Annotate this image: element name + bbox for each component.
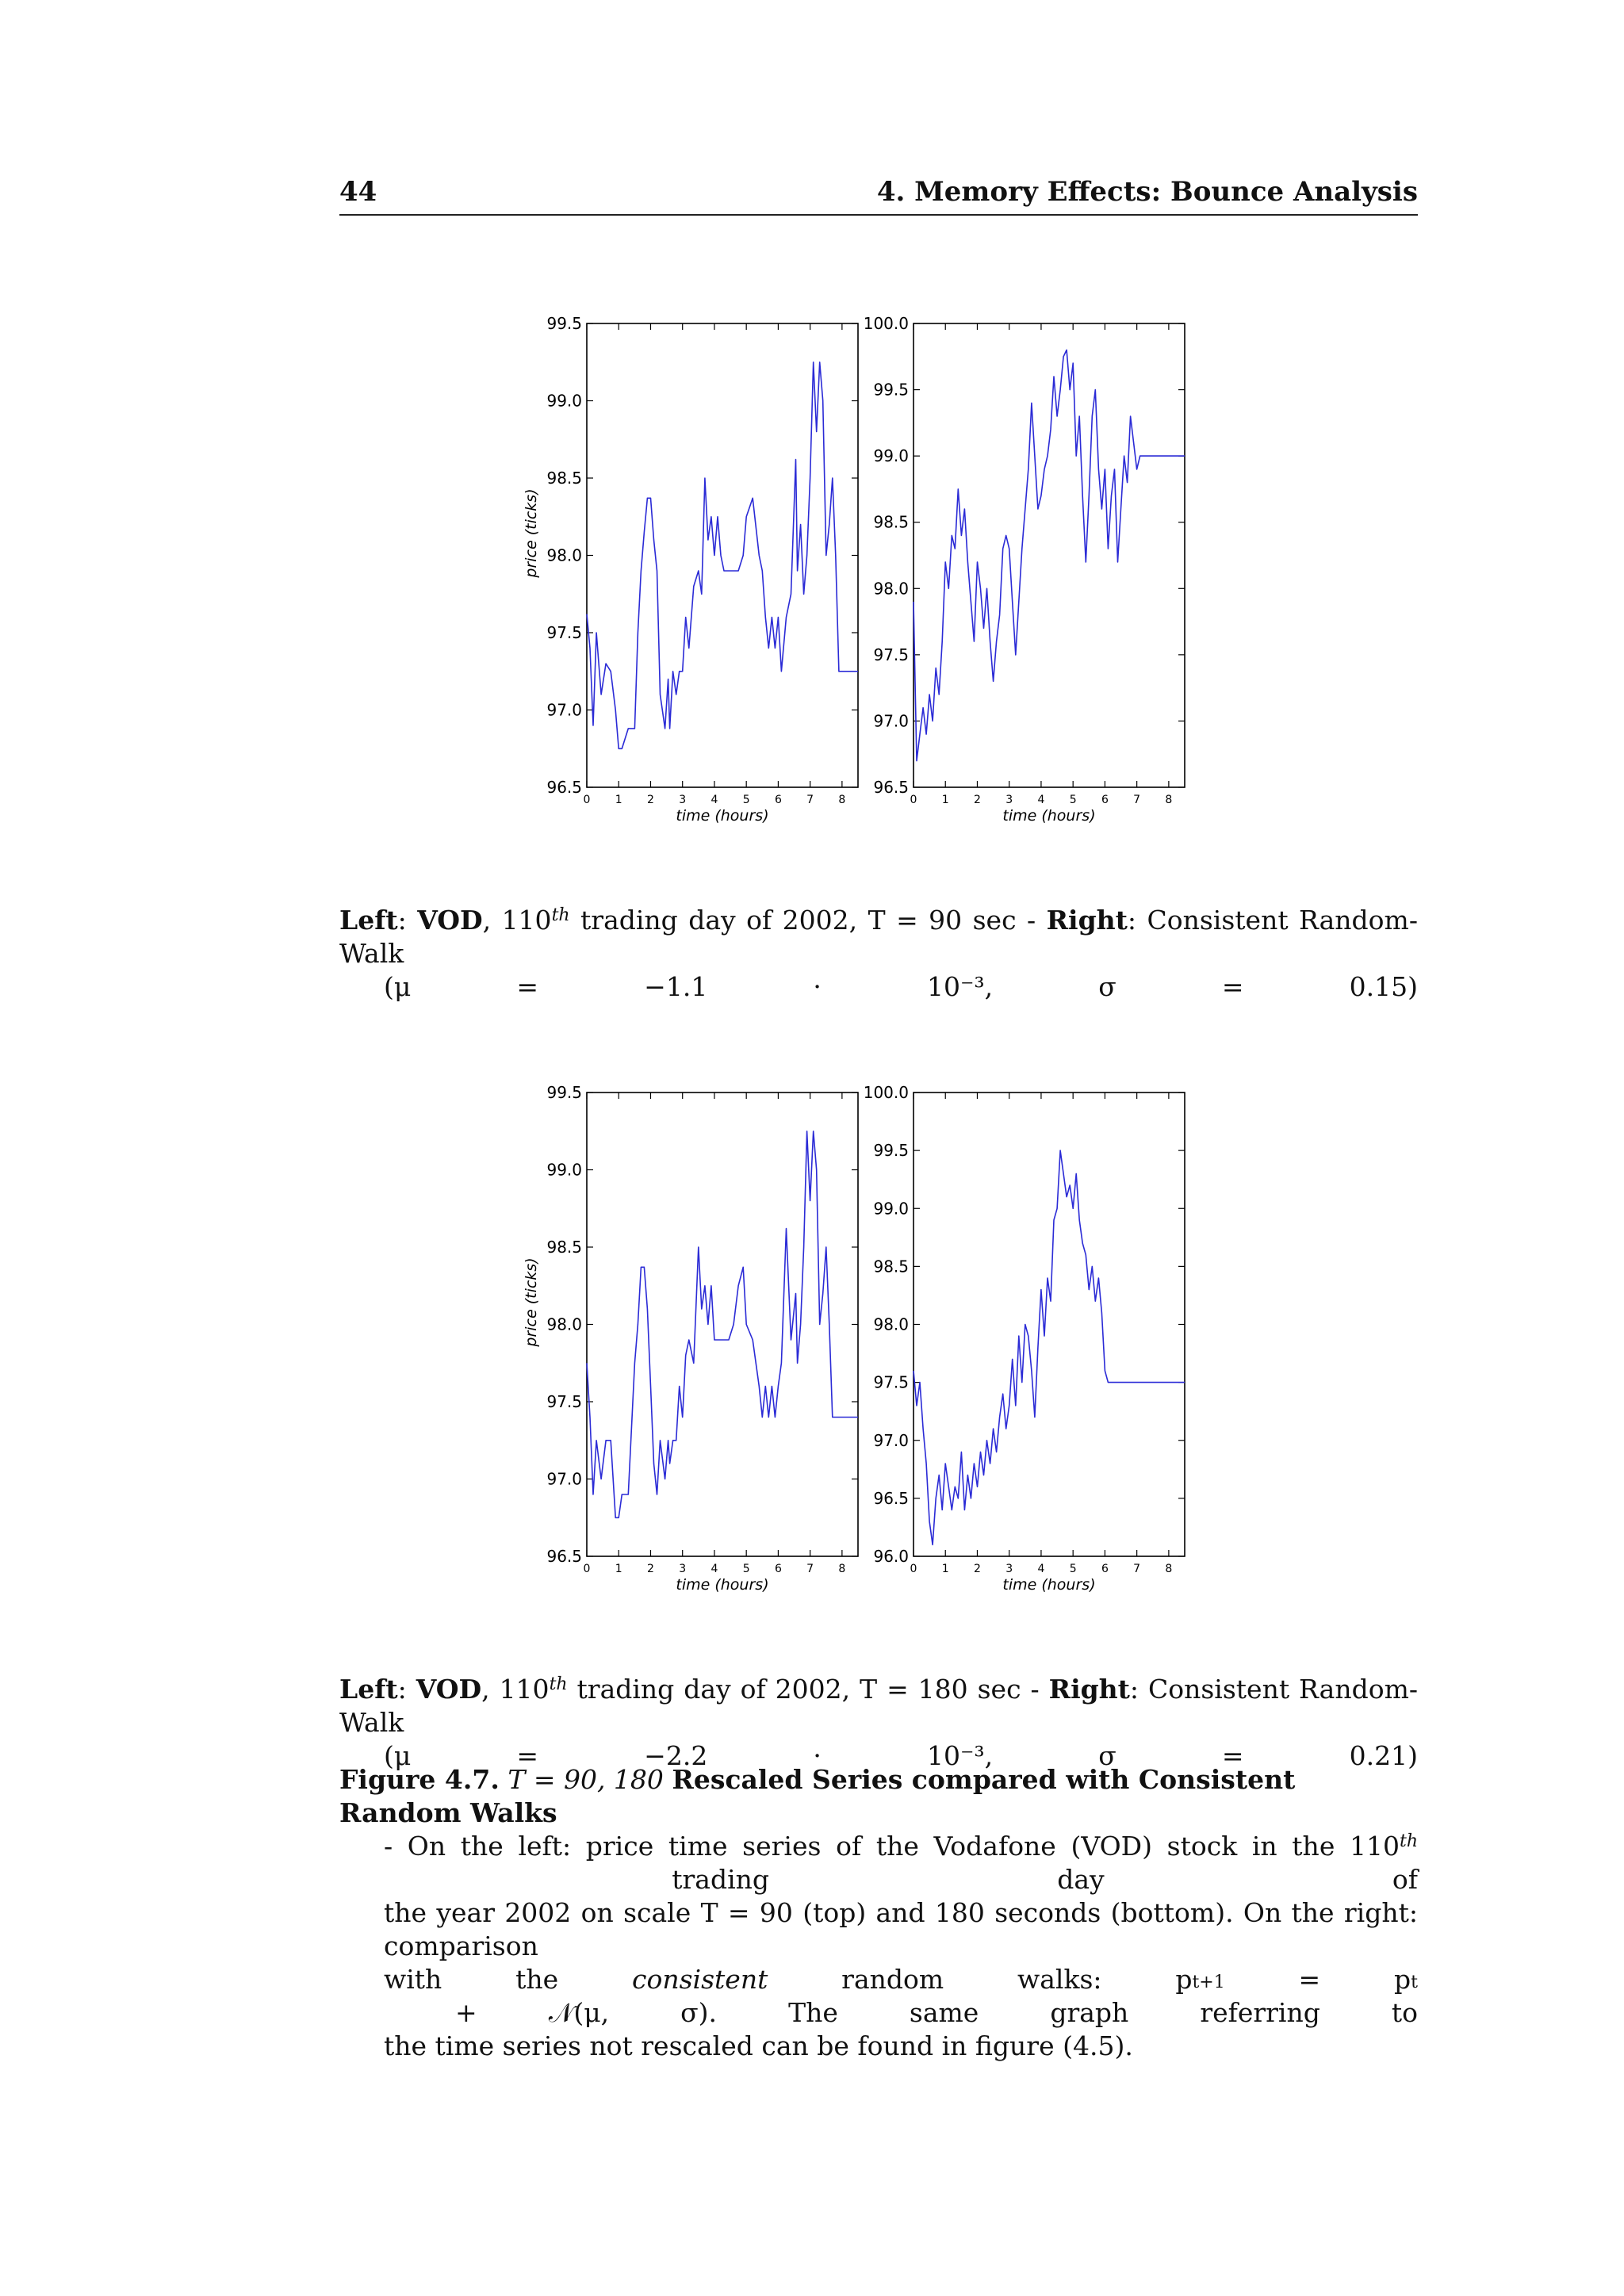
plot-frame <box>587 323 858 787</box>
y-tick-label: 96.0 <box>873 1547 909 1566</box>
x-tick-label: 8 <box>1165 794 1173 806</box>
ordinal-sup: th <box>549 1674 568 1694</box>
chart-panel-top-right <box>864 314 1185 825</box>
top-figure <box>508 309 1205 832</box>
figure-label: Figure 4.7. <box>339 1764 500 1795</box>
y-tick-label: 96.5 <box>873 1488 909 1508</box>
caption-sub2: t <box>1411 1973 1418 1992</box>
left-label: Left <box>339 905 398 936</box>
x-tick-label: 2 <box>974 794 981 806</box>
left-label: Left <box>339 1674 398 1705</box>
caption-params: (μ = −1.1 · 10⁻³, σ = 0.15) <box>384 971 1418 1002</box>
x-tick-label: 0 <box>583 794 591 806</box>
bottom-caption: Left: VOD, 110th trading day of 2002, T = 180 sec - Right: Consistent Random-Walk (μ = −2.2 · 10⁻³, σ = 0.21) <box>339 1674 1419 1771</box>
chart-panel-bottom-right <box>864 1083 1185 1594</box>
x-tick-label: 5 <box>1069 794 1077 806</box>
plot-frame <box>914 323 1185 787</box>
caption-mid: trading day of 2002, T = 90 sec - <box>569 905 1047 936</box>
x-tick-label: 6 <box>1101 794 1109 806</box>
y-tick-label: 96.5 <box>873 778 909 797</box>
x-tick-label: 2 <box>647 1563 654 1575</box>
y-tick-label: 96.5 <box>546 778 582 797</box>
x-tick-label: 6 <box>774 794 782 806</box>
y-tick-label: 97.5 <box>873 1372 909 1392</box>
x-tick-label: 3 <box>1005 794 1013 806</box>
x-tick-label: 3 <box>1005 1563 1013 1575</box>
x-tick-label: 5 <box>1069 1563 1077 1575</box>
y-tick-label: 98.5 <box>873 512 909 532</box>
y-tick-label: 97.0 <box>546 700 582 720</box>
plot-frame <box>914 1093 1185 1556</box>
caption-params: (μ = −2.2 · 10⁻³, σ = 0.21) <box>384 1740 1418 1771</box>
x-tick-label: 5 <box>742 794 750 806</box>
y-tick-label: 97.5 <box>873 645 909 664</box>
caption-line3d: + 𝒩(μ, σ). The same graph referring to <box>384 1997 1418 2028</box>
x-tick-label: 7 <box>1133 794 1141 806</box>
x-axis-label: time (hours) <box>1002 807 1096 825</box>
chart-panel-top-left <box>523 314 858 825</box>
vod-label: VOD <box>416 1674 482 1705</box>
x-tick-label: 4 <box>1037 1563 1045 1575</box>
x-tick-label: 2 <box>974 1563 981 1575</box>
y-axis-label: price (ticks) <box>523 1257 540 1347</box>
y-tick-label: 100.0 <box>863 1083 909 1102</box>
x-tick-label: 0 <box>583 1563 591 1575</box>
caption-em: consistent <box>632 1964 768 1995</box>
caption-line3c: = p <box>1224 1964 1411 1995</box>
ordinal: 110 <box>501 905 552 936</box>
x-tick-label: 7 <box>1133 1563 1141 1575</box>
page-number: 44 <box>339 176 377 208</box>
figure-math: T = 90, 180 <box>508 1764 664 1795</box>
x-tick-label: 6 <box>1101 1563 1109 1575</box>
y-tick-label: 98.5 <box>873 1257 909 1276</box>
x-tick-label: 6 <box>774 1563 782 1575</box>
x-tick-label: 7 <box>806 1563 814 1575</box>
y-tick-label: 99.5 <box>873 380 909 400</box>
x-tick-label: 2 <box>647 794 654 806</box>
y-tick-label: 98.0 <box>873 579 909 599</box>
y-tick-label: 97.0 <box>546 1469 582 1489</box>
chart-panel-bottom-left <box>523 1083 858 1594</box>
caption-sup: th <box>1399 1831 1418 1851</box>
caption-line4: the time series not rescaled can be found in figure (4.5). <box>384 2030 1133 2061</box>
x-tick-label: 3 <box>679 794 687 806</box>
x-axis-label: time (hours) <box>676 807 769 825</box>
caption-line1-tail: trading day of <box>384 1864 1418 1895</box>
ordinal: 110 <box>499 1674 550 1705</box>
caption-line3b: random walks: p <box>768 1964 1193 1995</box>
y-tick-label: 99.5 <box>546 314 582 333</box>
caption-sub1: t+1 <box>1192 1973 1225 1992</box>
y-tick-label: 98.0 <box>546 545 582 565</box>
y-tick-label: 97.5 <box>546 1392 582 1411</box>
x-tick-label: 1 <box>941 794 949 806</box>
x-tick-label: 4 <box>710 1563 718 1575</box>
y-tick-label: 98.0 <box>546 1314 582 1334</box>
x-tick-label: 0 <box>910 1563 917 1575</box>
bottom-figure <box>508 1078 1205 1601</box>
page-header <box>339 173 1418 216</box>
right-label: Right <box>1048 1674 1130 1705</box>
y-tick-label: 99.0 <box>873 446 909 466</box>
caption-line3a: with the <box>384 1964 632 1995</box>
x-axis-label: time (hours) <box>676 1576 769 1594</box>
caption-line1: - On the left: price time series of the Vodafone (VOD) stock in the 110 <box>384 1831 1400 1862</box>
right-label: Right <box>1046 905 1128 936</box>
vod-label: VOD <box>417 905 483 936</box>
y-tick-label: 99.0 <box>873 1199 909 1219</box>
y-tick-label: 98.5 <box>546 469 582 488</box>
x-tick-label: 4 <box>710 794 718 806</box>
chapter-title: 4. Memory Effects: Bounce Analysis <box>876 176 1418 208</box>
x-tick-label: 8 <box>838 794 846 806</box>
figure-caption-body <box>339 1830 1418 2063</box>
x-tick-label: 1 <box>615 1563 622 1575</box>
y-tick-label: 99.5 <box>873 1141 909 1161</box>
x-tick-label: 1 <box>941 1563 949 1575</box>
x-tick-label: 8 <box>1165 1563 1173 1575</box>
y-tick-label: 99.0 <box>546 391 582 411</box>
y-axis-label: price (ticks) <box>523 488 540 578</box>
plot-frame <box>587 1093 858 1556</box>
y-tick-label: 99.0 <box>546 1160 582 1180</box>
x-tick-label: 3 <box>679 1563 687 1575</box>
y-tick-label: 99.5 <box>546 1083 582 1102</box>
y-tick-label: 97.0 <box>873 711 909 731</box>
x-tick-label: 7 <box>806 794 814 806</box>
figure-caption <box>339 1763 1418 2063</box>
caption-tail: : Consistent Random-Walk <box>339 1674 1419 1738</box>
x-tick-label: 1 <box>615 794 622 806</box>
ordinal-sup: th <box>551 905 570 925</box>
top-caption: Left: VOD, 110th trading day of 2002, T = 90 sec - Right: Consistent Random-Walk (μ = −1.1 · 10⁻³, σ = 0.15) <box>339 905 1418 1002</box>
y-tick-label: 97.5 <box>546 623 582 642</box>
caption-line2: the year 2002 on scale T = 90 (top) and 180 seconds (bottom). On the right: comparison <box>384 1897 1418 1961</box>
y-tick-label: 100.0 <box>863 314 909 333</box>
caption-mid: trading day of 2002, T = 180 sec - <box>567 1674 1049 1705</box>
x-tick-label: 8 <box>838 1563 846 1575</box>
y-tick-label: 97.0 <box>873 1430 909 1450</box>
x-tick-label: 0 <box>910 794 917 806</box>
figure-title: Rescaled Series compared with Consistent Random Walks <box>339 1764 1296 1828</box>
y-tick-label: 98.5 <box>546 1238 582 1257</box>
x-tick-label: 5 <box>742 1563 750 1575</box>
x-tick-label: 4 <box>1037 794 1045 806</box>
x-axis-label: time (hours) <box>1002 1576 1096 1594</box>
y-tick-label: 98.0 <box>873 1314 909 1334</box>
caption-tail: : Consistent Random-Walk <box>339 905 1418 969</box>
y-tick-label: 96.5 <box>546 1547 582 1566</box>
